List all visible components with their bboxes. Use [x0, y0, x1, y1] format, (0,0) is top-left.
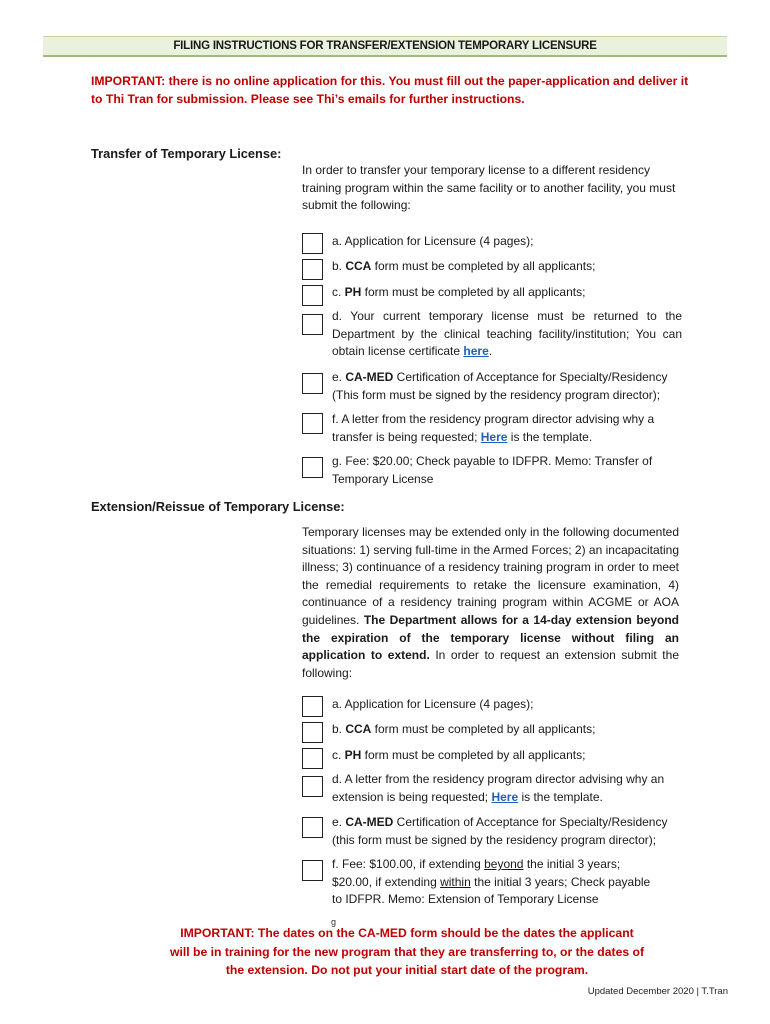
stray-mark: g [331, 917, 337, 927]
extension-checkbox-c[interactable] [302, 748, 323, 769]
extension-intro: Temporary licenses may be extended only in the following documented situations: 1) serving full-time in the Armed Forces; 2) an incapacitating illness; 3) continuance of a residency training program in order to meet the remedial requirements to retake the licensure examination, 4) continuance of a residency training program within ACGME or AOA guidelines. The Department allows for a 14-day extension beyond the expiration of the temporary license without filing an application to extend. In order to request an extension submit the following: [302, 525, 679, 680]
extension-item-a: a. Application for Licensure (4 pages); [332, 697, 534, 711]
transfer-item-c: c. PH form must be completed by all applicants; [332, 285, 586, 299]
transfer-heading: Transfer of Temporary License: [91, 146, 282, 161]
transfer-item-a: a. Application for Licensure (4 pages); [332, 234, 534, 248]
transfer-checkbox-d[interactable] [302, 314, 323, 335]
footer-updated: Updated December 2020 | T.Tran [587, 986, 728, 997]
transfer-checkbox-e[interactable] [302, 373, 323, 394]
extension-checkbox-a[interactable] [302, 696, 323, 717]
transfer-checkbox-c[interactable] [302, 285, 323, 306]
transfer-item-e: e. CA-MED Certification of Acceptance for Specialty/Residency (This form must be signed by the residency program director); [332, 370, 668, 402]
transfer-checkbox-a[interactable] [302, 233, 323, 254]
extension-item-e: e. CA-MED Certification of Acceptance for Specialty/Residency (this form must be signed by the residency program director); [332, 815, 668, 847]
transfer-template-link[interactable]: Here [480, 429, 508, 444]
important-notice-top: IMPORTANT: there is no online application for this. You must fill out the paper-application and deliver it to Thi Tran for submission. Please see Thi’s emails for further instructions. [91, 74, 689, 106]
license-certificate-link[interactable]: here [463, 344, 489, 359]
extension-checkbox-d[interactable] [302, 776, 323, 797]
extension-checkbox-f[interactable] [302, 860, 323, 881]
extension-item-d: d. A letter from the residency program director advising why an extension is being requested; Here is the template. [332, 772, 665, 804]
transfer-item-g: g. Fee: $20.00; Check payable to IDFPR. Memo: Transfer of Temporary License [332, 454, 653, 486]
transfer-intro: In order to transfer your temporary license to a different residency training program within the same facility or to another facility, you must submit the following: [302, 163, 676, 213]
extension-item-b: b. CCA form must be completed by all applicants; [332, 722, 596, 736]
transfer-item-b: b. CCA form must be completed by all applicants; [332, 259, 596, 273]
extension-template-link[interactable]: Here [491, 789, 519, 804]
extension-checkbox-e[interactable] [302, 817, 323, 838]
transfer-item-f: f. A letter from the residency program director advising why a transfer is being requested; Here is the template. [332, 412, 655, 444]
transfer-checkbox-f[interactable] [302, 413, 323, 434]
document-title: FILING INSTRUCTIONS FOR TRANSFER/EXTENSION TEMPORARY LICENSURE [43, 36, 727, 57]
extension-heading: Extension/Reissue of Temporary License: [91, 499, 345, 514]
transfer-checkbox-g[interactable] [302, 457, 323, 478]
extension-checkbox-b[interactable] [302, 722, 323, 743]
extension-item-c: c. PH form must be completed by all applicants; [332, 748, 586, 762]
important-notice-bottom: IMPORTANT: The dates on the CA-MED form should be the dates the applicant will be in training for the new program that they are transferring to, or the dates of the extension. Do not put your initial start date of the program. [170, 926, 645, 977]
transfer-checkbox-b[interactable] [302, 259, 323, 280]
extension-item-f: f. Fee: $100.00, if extending beyond the initial 3 years; $20.00, if extending within the initial 3 years; Check payable to IDFPR. Memo: Extension of Temporary License [332, 857, 651, 907]
transfer-item-d: d. Your current temporary license must be returned to the Department by the clinical teaching facility/institution; You can obtain license certificate here. [332, 309, 682, 359]
